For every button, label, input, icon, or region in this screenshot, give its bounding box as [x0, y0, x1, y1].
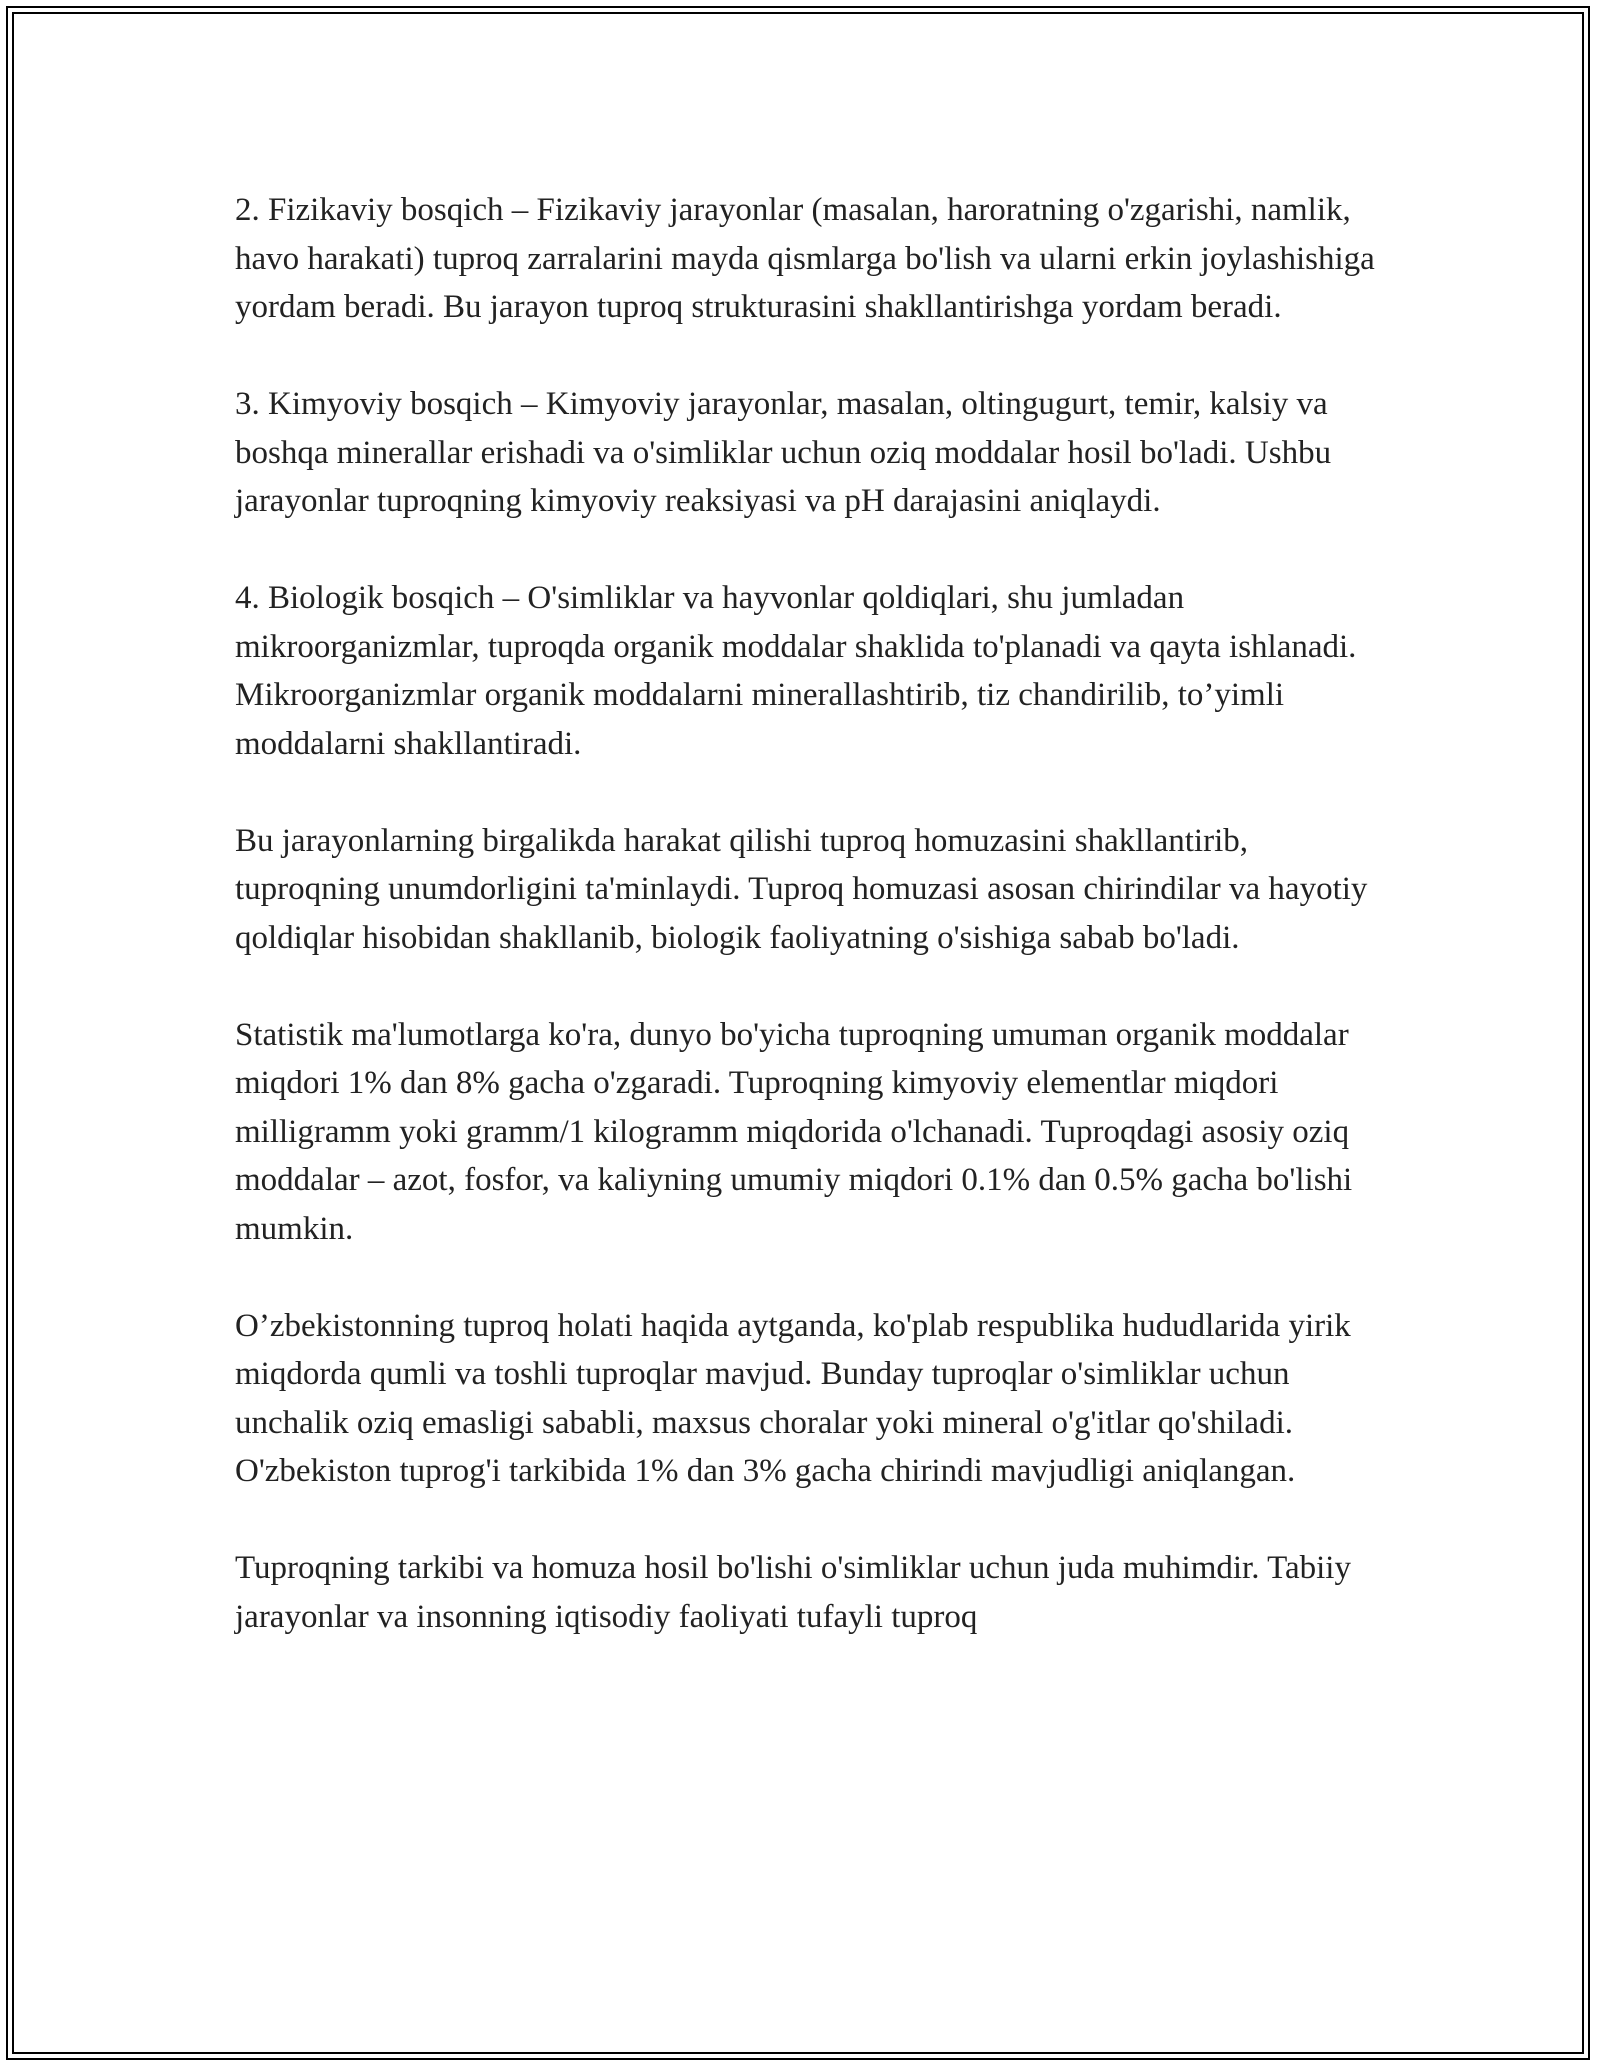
- paragraph-uzbekistan-soil: O’zbekistonning tuproq holati haqida aytganda, ko'plab respublika hududlarida yirik miqdorda qumli va toshli tuproqlar mavjud. Bunday tuproqlar o'simliklar uchun unchalik oziq emasligi sababli, maxsus choralar yoki mineral o'g'itlar qo'shiladi. O'zbekiston tuprog'i tarkibida 1% dan 3% gacha chirindi mavjudligi aniqlangan.: [235, 1307, 1351, 1489]
- paragraph-statistics: Statistik ma'lumotlarga ko'ra, dunyo bo'yicha tuproqning umuman organik moddalar miqdori 1% dan 8% gacha o'zgaradi. Tuproqning kimyoviy elementlar miqdori milligramm yoki gramm/1 kilogramm miqdorida o'lchanadi. Tuproqdagi asosiy oziq moddalar – azot, fosfor, va kaliyning umumiy miqdori 0.1% dan 0.5% gacha bo'lishi mumkin.: [235, 1016, 1353, 1247]
- paragraph-physical-stage: 2. Fizikaviy bosqich – Fizikaviy jarayonlar (masalan, haroratning o'zgarishi, namlik, havo harakati) tuproq zarralarini mayda qismlarga bo'lish va ularni erkin joylashishiga yordam beradi. Bu jarayon tuproq strukturasini shakllantirishga yordam beradi.: [235, 192, 1375, 325]
- paragraph-biological-stage: 4. Biologik bosqich – O'simliklar va hayvonlar qoldiqlari, shu jumladan mikroorganizmlar, tuproqda organik moddalar shaklida to'planadi va qayta ishlanadi. Mikroorganizmlar organik moddalarni minerallashtirib, tiz chandirilib, to’yimli moddalarni shakllantiradi.: [235, 580, 1357, 762]
- paragraph-chemical-stage: 3. Kimyoviy bosqich – Kimyoviy jarayonlar, masalan, oltingugurt, temir, kalsiy va boshqa minerallar erishadi va o'simliklar uchun oziq moddalar hosil bo'ladi. Ushbu jarayonlar tuproqning kimyoviy reaksiyasi va pH darajasini aniqlaydi.: [235, 386, 1332, 519]
- paragraph-humus-formation: Bu jarayonlarning birgalikda harakat qilishi tuproq homuzasini shakllantirib, tuproqning unumdorligini ta'minlaydi. Tuproq homuzasi asosan chirindilar va hayotiy qoldiqlar hisobidan shakllanib, biologik faoliyatning o'sishiga sabab bo'ladi.: [235, 822, 1368, 956]
- paragraph-conclusion: Tuproqning tarkibi va homuza hosil bo'lishi o'simliklar uchun juda muhimdir. Tabiiy jarayonlar va insonning iqtisodiy faoliyati tufayli tuproq: [235, 1550, 1351, 1635]
- document-body: [235, 186, 1385, 1641]
